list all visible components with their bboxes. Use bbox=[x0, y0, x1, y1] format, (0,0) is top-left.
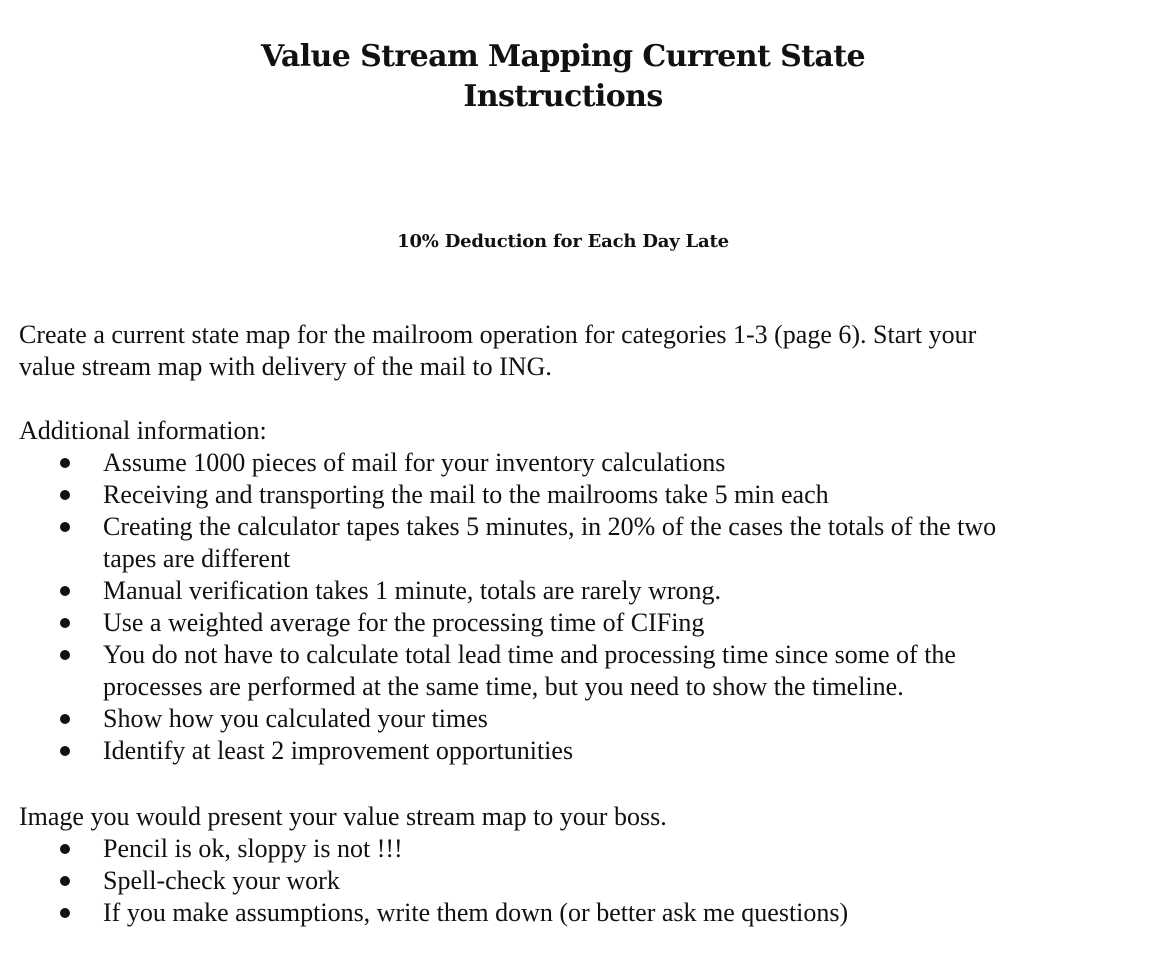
bullet-icon bbox=[60, 490, 70, 500]
list-item-text: Receiving and transporting the mail to the mailrooms take 5 min each bbox=[103, 480, 829, 509]
bullet-icon bbox=[60, 876, 70, 886]
list-item bbox=[0, 897, 1140, 929]
presentation-list bbox=[0, 833, 1140, 929]
list-item-text: Show how you calculated your times bbox=[103, 704, 488, 733]
list-item-text: Identify at least 2 improvement opportunities bbox=[103, 736, 574, 765]
bullet-icon bbox=[60, 746, 70, 756]
additional-info-heading: Additional information: bbox=[19, 416, 267, 445]
list-item-text-continued: tapes are different bbox=[103, 544, 291, 573]
list-item-text: Pencil is ok, sloppy is not !!! bbox=[103, 834, 403, 863]
list-item-text: If you make assumptions, write them down (or better ask me questions) bbox=[103, 898, 849, 927]
late-deduction-notice: 10% Deduction for Each Day Late bbox=[397, 231, 729, 252]
list-item bbox=[0, 735, 1140, 767]
bullet-icon bbox=[60, 844, 70, 854]
list-item-text: Spell-check your work bbox=[103, 866, 340, 895]
intro-line-2: value stream map with delivery of the mail to ING. bbox=[19, 352, 552, 381]
bullet-icon bbox=[60, 522, 70, 532]
list-item bbox=[0, 575, 1140, 607]
bullet-icon bbox=[60, 458, 70, 468]
bullet-icon bbox=[60, 714, 70, 724]
list-item-text: Creating the calculator tapes takes 5 minutes, in 20% of the cases the totals of the two bbox=[103, 512, 997, 541]
list-item bbox=[0, 447, 1140, 479]
list-item bbox=[0, 833, 1140, 865]
list-item bbox=[0, 703, 1140, 735]
list-item-text: Manual verification takes 1 minute, totals are rarely wrong. bbox=[103, 576, 722, 605]
list-item bbox=[0, 639, 1140, 703]
presentation-heading: Image you would present your value stream map to your boss. bbox=[19, 802, 667, 831]
bullet-icon bbox=[60, 908, 70, 918]
additional-info-list bbox=[0, 447, 1140, 767]
list-item bbox=[0, 511, 1140, 575]
page-title bbox=[0, 37, 1126, 117]
list-item-text: Assume 1000 pieces of mail for your inventory calculations bbox=[103, 448, 726, 477]
bullet-icon bbox=[60, 586, 70, 596]
bullet-icon bbox=[60, 618, 70, 628]
bullet-icon bbox=[60, 650, 70, 660]
list-item bbox=[0, 865, 1140, 897]
title-line-2: Instructions bbox=[463, 79, 663, 114]
list-item bbox=[0, 479, 1140, 511]
intro-paragraph bbox=[19, 319, 1119, 383]
list-item-text: Use a weighted average for the processing time of CIFing bbox=[103, 608, 705, 637]
list-item bbox=[0, 607, 1140, 639]
title-line-1: Value Stream Mapping Current State bbox=[261, 39, 865, 74]
intro-line-1: Create a current state map for the mailroom operation for categories 1-3 (page 6). Start your bbox=[19, 320, 977, 349]
list-item-text-continued: processes are performed at the same time, but you need to show the timeline. bbox=[103, 672, 904, 701]
list-item-text: You do not have to calculate total lead time and processing time since some of the bbox=[103, 640, 956, 669]
